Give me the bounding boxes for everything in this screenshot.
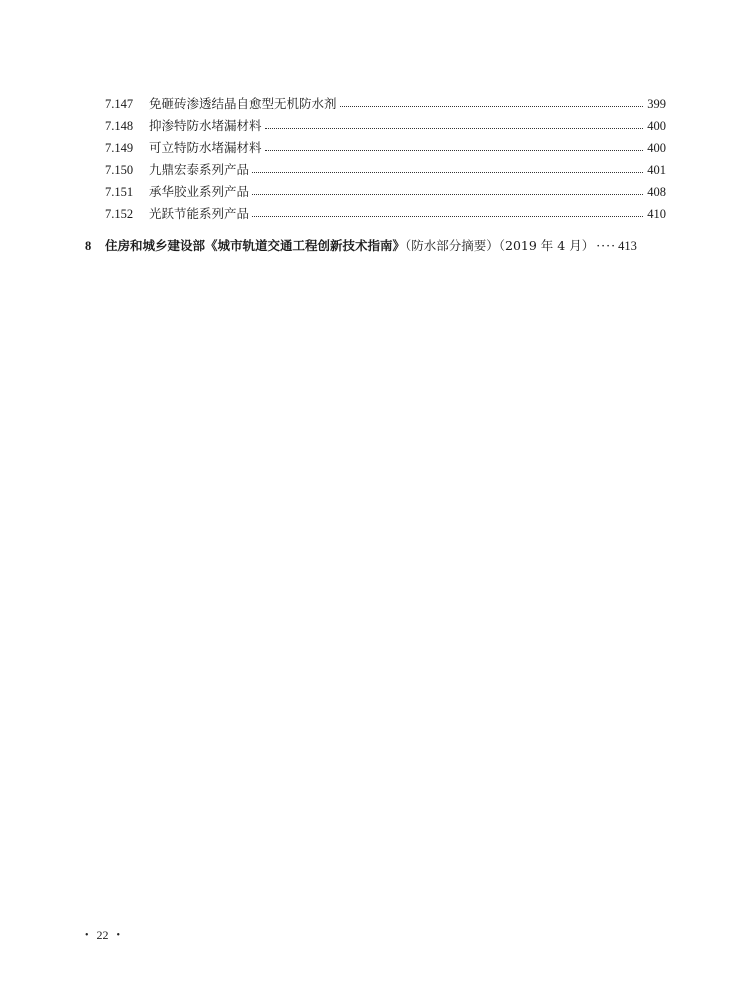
toc-entry[interactable] bbox=[105, 139, 666, 157]
entry-title: 免砸砖渗透结晶自愈型无机防水剂 bbox=[149, 96, 337, 111]
dot-leader bbox=[265, 149, 644, 151]
toc-entry[interactable] bbox=[105, 95, 666, 113]
chapter-title-main: 住房和城乡建设部《城市轨道交通工程创新技术指南》 bbox=[105, 238, 406, 253]
entry-page: 400 bbox=[647, 141, 666, 155]
toc-entry[interactable] bbox=[105, 183, 666, 201]
entry-number: 7.150 bbox=[105, 163, 134, 177]
page-footer bbox=[85, 928, 120, 943]
chapter-page: 413 bbox=[618, 239, 637, 253]
chapter-number: 8 bbox=[85, 239, 92, 253]
dot-leader: ···· bbox=[596, 238, 617, 253]
entry-title: 可立特防水堵漏材料 bbox=[149, 140, 262, 155]
entry-page: 401 bbox=[647, 163, 666, 177]
dot-leader bbox=[265, 127, 644, 129]
dot-leader bbox=[252, 171, 643, 173]
entry-title: 光跃节能系列产品 bbox=[149, 206, 250, 221]
entry-title: 九鼎宏泰系列产品 bbox=[149, 162, 250, 177]
toc-chapter-entry[interactable] bbox=[85, 237, 666, 255]
entry-page: 400 bbox=[647, 119, 666, 133]
chapter-title-note: （防水部分摘要）（2019 年 4 月） bbox=[405, 238, 595, 253]
entry-number: 7.149 bbox=[105, 141, 134, 155]
toc-entry[interactable] bbox=[105, 161, 666, 179]
entry-number: 7.151 bbox=[105, 185, 134, 199]
entry-title: 抑渗特防水堵漏材料 bbox=[149, 118, 262, 133]
footer-dot-left: • bbox=[85, 930, 89, 941]
entry-page: 399 bbox=[647, 97, 666, 111]
toc-entry[interactable] bbox=[105, 205, 666, 223]
dot-leader bbox=[340, 105, 644, 107]
entry-number: 7.147 bbox=[105, 97, 134, 111]
entry-page: 410 bbox=[647, 207, 666, 221]
footer-dot-right: • bbox=[116, 930, 121, 941]
dot-leader bbox=[252, 193, 643, 195]
toc-entry[interactable] bbox=[105, 117, 666, 135]
entry-number: 7.152 bbox=[105, 207, 134, 221]
entry-page: 408 bbox=[647, 185, 666, 199]
page-number: 22 bbox=[96, 928, 109, 942]
entry-number: 7.148 bbox=[105, 119, 134, 133]
dot-leader bbox=[252, 215, 643, 217]
chapter-title bbox=[105, 237, 594, 255]
entry-title: 承华胶业系列产品 bbox=[149, 184, 250, 199]
